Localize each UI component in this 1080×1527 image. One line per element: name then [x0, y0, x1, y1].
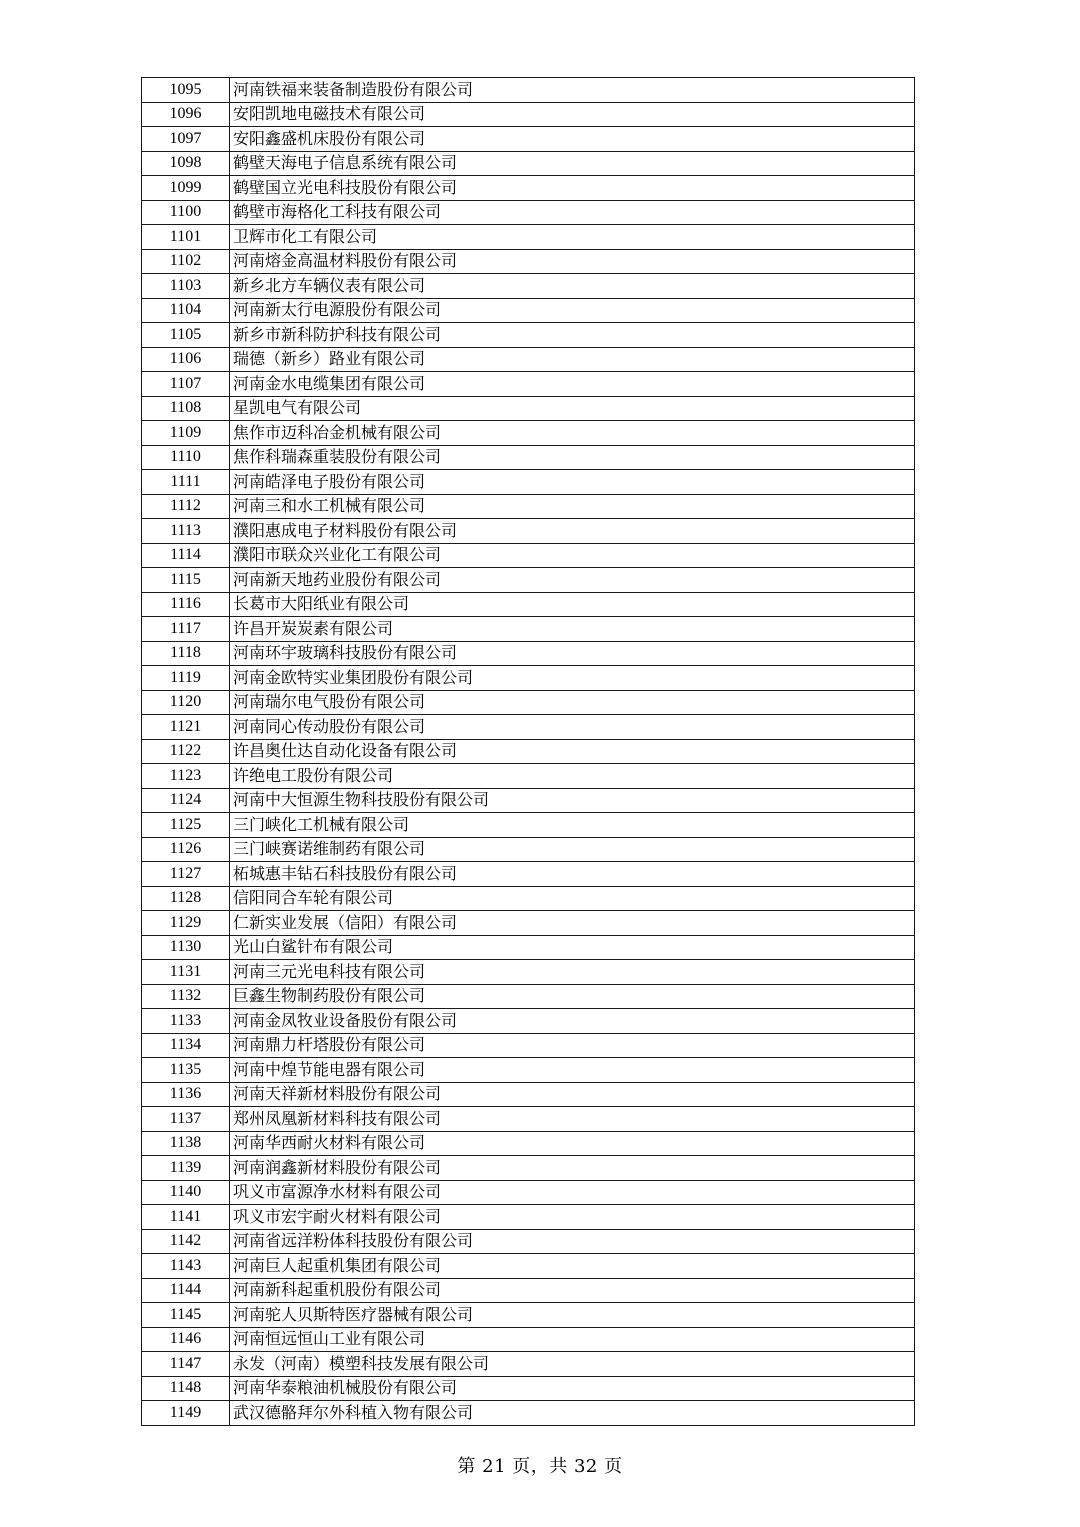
company-name: 河南华泰粮油机械股份有限公司: [230, 1376, 915, 1401]
row-number: 1096: [142, 102, 230, 127]
table-row: [142, 249, 915, 274]
row-number: 1145: [142, 1303, 230, 1328]
row-number: 1129: [142, 911, 230, 936]
row-number: 1127: [142, 862, 230, 887]
company-name: 三门峡化工机械有限公司: [230, 813, 915, 838]
row-number: 1102: [142, 249, 230, 274]
table-row: [142, 1352, 915, 1377]
row-number: 1124: [142, 788, 230, 813]
company-name: 星凯电气有限公司: [230, 396, 915, 421]
row-number: 1113: [142, 519, 230, 544]
company-name: 河南环宇玻璃科技股份有限公司: [230, 641, 915, 666]
row-number: 1128: [142, 886, 230, 911]
row-number: 1106: [142, 347, 230, 372]
row-number: 1136: [142, 1082, 230, 1107]
row-number: 1144: [142, 1278, 230, 1303]
company-name: 河南天祥新材料股份有限公司: [230, 1082, 915, 1107]
table-row: [142, 1156, 915, 1181]
row-number: 1133: [142, 1009, 230, 1034]
table-row: [142, 1205, 915, 1230]
company-name: 河南金水电缆集团有限公司: [230, 372, 915, 397]
row-number: 1111: [142, 470, 230, 495]
table-row: [142, 1058, 915, 1083]
table-row: [142, 813, 915, 838]
row-number: 1118: [142, 641, 230, 666]
company-name: 濮阳惠成电子材料股份有限公司: [230, 519, 915, 544]
row-number: 1147: [142, 1352, 230, 1377]
company-name: 河南同心传动股份有限公司: [230, 715, 915, 740]
row-number: 1132: [142, 984, 230, 1009]
page-footer: 第 21 页，共 32 页: [457, 1456, 623, 1477]
row-number: 1137: [142, 1107, 230, 1132]
company-name: 鹤壁国立光电科技股份有限公司: [230, 176, 915, 201]
company-name: 长葛市大阳纸业有限公司: [230, 592, 915, 617]
row-number: 1122: [142, 739, 230, 764]
company-name: 河南金欧特实业集团股份有限公司: [230, 666, 915, 691]
company-name: 河南三和水工机械有限公司: [230, 494, 915, 519]
table-row: [142, 960, 915, 985]
table-row: [142, 470, 915, 495]
table-row: [142, 568, 915, 593]
table-row: [142, 1376, 915, 1401]
company-name: 濮阳市联众兴业化工有限公司: [230, 543, 915, 568]
row-number: 1126: [142, 837, 230, 862]
table-row: [142, 1303, 915, 1328]
row-number: 1107: [142, 372, 230, 397]
table-row: [142, 984, 915, 1009]
row-number: 1098: [142, 151, 230, 176]
company-name: 新乡市新科防护科技有限公司: [230, 323, 915, 348]
company-name: 河南中大恒源生物科技股份有限公司: [230, 788, 915, 813]
table-row: [142, 127, 915, 152]
table-row: [142, 274, 915, 299]
table-row: [142, 519, 915, 544]
company-name: 安阳凯地电磁技术有限公司: [230, 102, 915, 127]
row-number: 1120: [142, 690, 230, 715]
company-name: 柘城惠丰钻石科技股份有限公司: [230, 862, 915, 887]
table-row: [142, 200, 915, 225]
company-name: 河南新太行电源股份有限公司: [230, 298, 915, 323]
row-number: 1103: [142, 274, 230, 299]
table-row: [142, 421, 915, 446]
row-number: 1119: [142, 666, 230, 691]
company-name: 焦作市迈科冶金机械有限公司: [230, 421, 915, 446]
table-row: [142, 396, 915, 421]
company-name: 河南三元光电科技有限公司: [230, 960, 915, 985]
row-number: 1131: [142, 960, 230, 985]
row-number: 1125: [142, 813, 230, 838]
company-name: 河南驼人贝斯特医疗器械有限公司: [230, 1303, 915, 1328]
table-row: [142, 862, 915, 887]
company-name: 河南中煌节能电器有限公司: [230, 1058, 915, 1083]
table-row: [142, 102, 915, 127]
table-row: [142, 1033, 915, 1058]
row-number: 1097: [142, 127, 230, 152]
company-list-table: [141, 77, 915, 1426]
company-name: 仁新实业发展（信阳）有限公司: [230, 911, 915, 936]
company-name: 永发（河南）模塑科技发展有限公司: [230, 1352, 915, 1377]
company-name: 河南巨人起重机集团有限公司: [230, 1254, 915, 1279]
table-row: [142, 739, 915, 764]
table-row: [142, 886, 915, 911]
company-name: 瑞德（新乡）路业有限公司: [230, 347, 915, 372]
row-number: 1095: [142, 78, 230, 103]
table-row: [142, 298, 915, 323]
company-name: 巩义市宏宇耐火材料有限公司: [230, 1205, 915, 1230]
row-number: 1108: [142, 396, 230, 421]
table-row: [142, 1180, 915, 1205]
table-row: [142, 1082, 915, 1107]
row-number: 1149: [142, 1401, 230, 1426]
table-row: [142, 715, 915, 740]
table-row: [142, 176, 915, 201]
company-name: 河南金凤牧业设备股份有限公司: [230, 1009, 915, 1034]
company-name: 鹤壁市海格化工科技有限公司: [230, 200, 915, 225]
row-number: 1104: [142, 298, 230, 323]
company-name: 鹤壁天海电子信息系统有限公司: [230, 151, 915, 176]
row-number: 1117: [142, 617, 230, 642]
row-number: 1105: [142, 323, 230, 348]
row-number: 1109: [142, 421, 230, 446]
company-name: 许绝电工股份有限公司: [230, 764, 915, 789]
row-number: 1134: [142, 1033, 230, 1058]
table-row: [142, 788, 915, 813]
table-row: [142, 347, 915, 372]
row-number: 1112: [142, 494, 230, 519]
table-row: [142, 641, 915, 666]
company-name: 三门峡赛诺维制药有限公司: [230, 837, 915, 862]
company-name: 安阳鑫盛机床股份有限公司: [230, 127, 915, 152]
company-name: 光山白鲨针布有限公司: [230, 935, 915, 960]
row-number: 1115: [142, 568, 230, 593]
table-row: [142, 1327, 915, 1352]
row-number: 1141: [142, 1205, 230, 1230]
row-number: 1110: [142, 445, 230, 470]
row-number: 1101: [142, 225, 230, 250]
company-name: 河南皓泽电子股份有限公司: [230, 470, 915, 495]
row-number: 1114: [142, 543, 230, 568]
table-row: [142, 543, 915, 568]
table-row: [142, 1401, 915, 1426]
table-row: [142, 935, 915, 960]
table-row: [142, 372, 915, 397]
table-row: [142, 617, 915, 642]
row-number: 1142: [142, 1229, 230, 1254]
row-number: 1139: [142, 1156, 230, 1181]
table-row: [142, 837, 915, 862]
row-number: 1099: [142, 176, 230, 201]
row-number: 1140: [142, 1180, 230, 1205]
company-name: 信阳同合车轮有限公司: [230, 886, 915, 911]
row-number: 1123: [142, 764, 230, 789]
company-name: 河南鼎力杆塔股份有限公司: [230, 1033, 915, 1058]
company-name: 河南润鑫新材料股份有限公司: [230, 1156, 915, 1181]
row-number: 1121: [142, 715, 230, 740]
company-name: 卫辉市化工有限公司: [230, 225, 915, 250]
company-name: 巨鑫生物制药股份有限公司: [230, 984, 915, 1009]
table-row: [142, 911, 915, 936]
table-row: [142, 1009, 915, 1034]
row-number: 1148: [142, 1376, 230, 1401]
company-name: 河南恒远恒山工业有限公司: [230, 1327, 915, 1352]
company-name: 巩义市富源净水材料有限公司: [230, 1180, 915, 1205]
row-number: 1116: [142, 592, 230, 617]
row-number: 1135: [142, 1058, 230, 1083]
row-number: 1138: [142, 1131, 230, 1156]
table-row: [142, 1229, 915, 1254]
table-row: [142, 78, 915, 103]
table-row: [142, 666, 915, 691]
table-row: [142, 151, 915, 176]
company-name: 河南铁福来装备制造股份有限公司: [230, 78, 915, 103]
table-row: [142, 225, 915, 250]
company-name: 河南熔金高温材料股份有限公司: [230, 249, 915, 274]
table-row: [142, 592, 915, 617]
company-name: 河南新科起重机股份有限公司: [230, 1278, 915, 1303]
company-name: 河南新天地药业股份有限公司: [230, 568, 915, 593]
company-name: 河南华西耐火材料有限公司: [230, 1131, 915, 1156]
row-number: 1100: [142, 200, 230, 225]
company-name: 许昌奥仕达自动化设备有限公司: [230, 739, 915, 764]
company-name: 郑州凤凰新材料科技有限公司: [230, 1107, 915, 1132]
table-row: [142, 1254, 915, 1279]
company-name: 河南省远洋粉体科技股份有限公司: [230, 1229, 915, 1254]
table-row: [142, 323, 915, 348]
company-name: 河南瑞尔电气股份有限公司: [230, 690, 915, 715]
table-row: [142, 1131, 915, 1156]
table-row: [142, 494, 915, 519]
row-number: 1143: [142, 1254, 230, 1279]
table-row: [142, 690, 915, 715]
company-name: 许昌开炭炭素有限公司: [230, 617, 915, 642]
company-list-body: [142, 78, 915, 1426]
table-row: [142, 445, 915, 470]
company-name: 新乡北方车辆仪表有限公司: [230, 274, 915, 299]
table-row: [142, 1107, 915, 1132]
row-number: 1130: [142, 935, 230, 960]
table-row: [142, 1278, 915, 1303]
table-row: [142, 764, 915, 789]
company-name: 武汉德骼拜尔外科植入物有限公司: [230, 1401, 915, 1426]
company-name: 焦作科瑞森重装股份有限公司: [230, 445, 915, 470]
row-number: 1146: [142, 1327, 230, 1352]
